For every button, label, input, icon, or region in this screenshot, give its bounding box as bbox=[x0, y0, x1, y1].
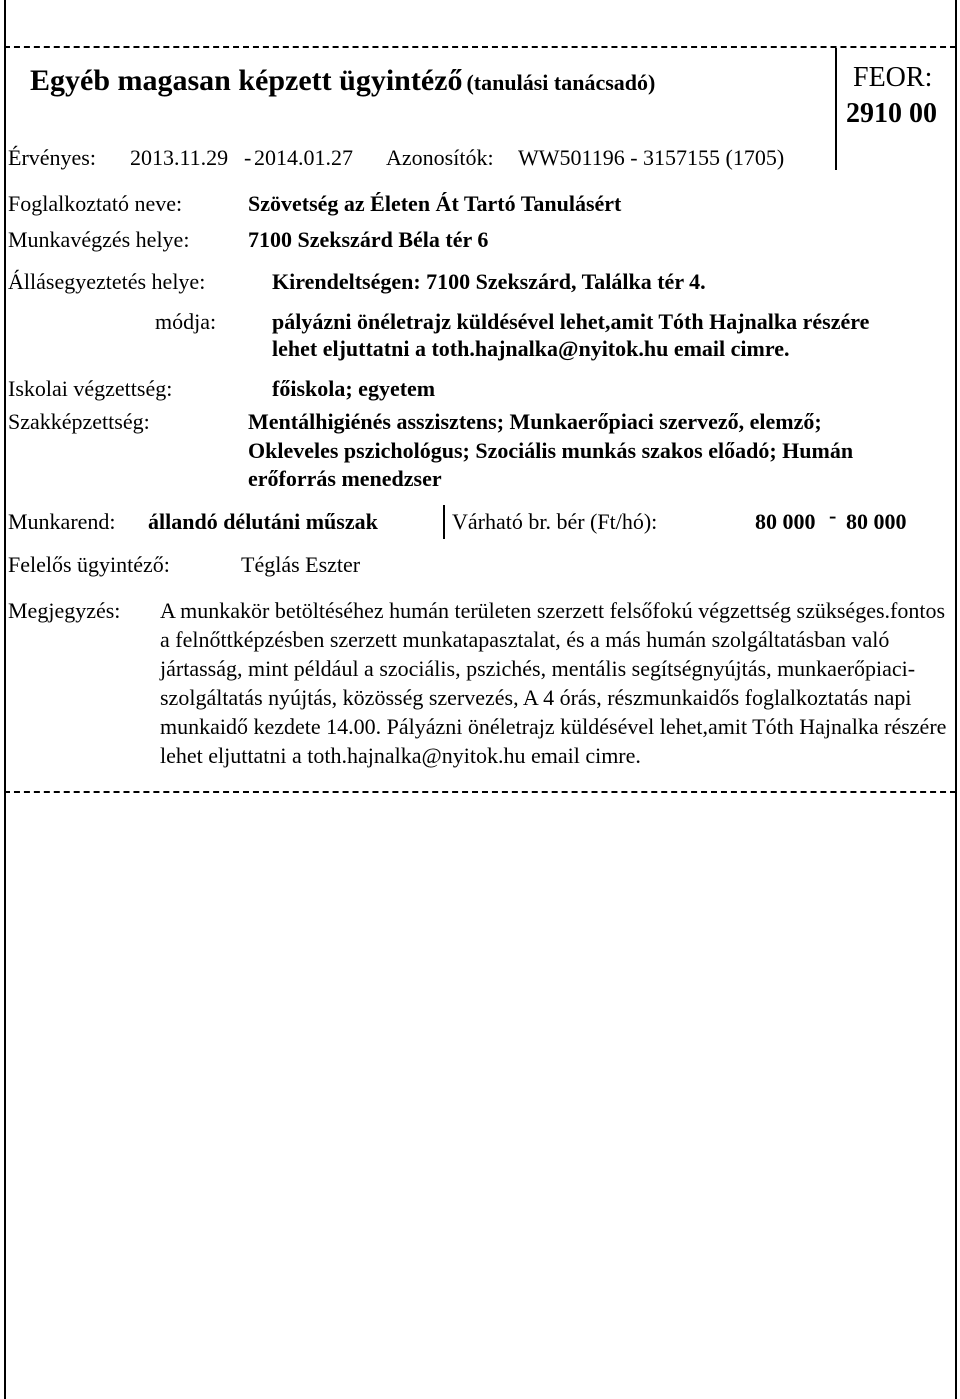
notes-label: Megjegyzés: bbox=[8, 598, 121, 623]
frame-left-border bbox=[4, 0, 6, 1399]
valid-label: Érvényes: bbox=[8, 145, 96, 170]
qualification-line1: Mentálhigiénés asszisztens; Munkaerőpiaci szervező, elemző; bbox=[248, 409, 822, 434]
bottom-dashed-divider bbox=[4, 791, 956, 793]
valid-to: 2014.01.27 bbox=[254, 145, 353, 170]
officer-value: Téglás Eszter bbox=[241, 552, 361, 577]
matching-place-value: Kirendeltségen: 7100 Szekszárd, Találka tér 4. bbox=[272, 269, 706, 294]
school-value: főiskola; egyetem bbox=[272, 376, 436, 401]
qualification-line3: erőforrás menedzser bbox=[248, 466, 442, 491]
valid-from: 2013.11.29 bbox=[130, 145, 229, 170]
salary-min: 80 000 bbox=[755, 509, 816, 534]
employer-name-value: Szövetség az Életen Át Tartó Tanulásért bbox=[248, 191, 622, 216]
feor-label: FEOR: bbox=[853, 62, 933, 93]
officer-label: Felelős ügyintéző: bbox=[8, 552, 170, 577]
id-value: WW501196 - 3157155 (1705) bbox=[518, 145, 785, 170]
matching-method-line2: lehet eljuttatni a toth.hajnalka@nyitok.hu email cimre. bbox=[272, 336, 790, 361]
qualification-label: Szakképzettség: bbox=[8, 409, 150, 434]
salary-divider bbox=[443, 505, 445, 539]
salary-max: 80 000 bbox=[846, 509, 907, 534]
frame-right-border bbox=[955, 0, 957, 1399]
top-dashed-divider bbox=[4, 46, 956, 48]
employer-name-label: Foglalkoztató neve: bbox=[8, 191, 183, 216]
schedule-value: állandó délutáni műszak bbox=[148, 509, 378, 534]
matching-method-line1: pályázni önéletrajz küldésével lehet,amit Tóth Hajnalka részére bbox=[272, 309, 870, 334]
workplace-label: Munkavégzés helye: bbox=[8, 227, 190, 252]
schedule-label: Munkarend: bbox=[8, 509, 116, 534]
notes-text: A munkakör betöltéséhez humán területen szerzett felsőfokú végzettség szükséges.fontos a felnőttképzésben szerzett munkatapasztalat, és a más humán szolgáltatásban való jártasság, mint például a szociális, pszichés, mentális segítségnyújtás, munkaerőpiaci-szolgáltatás nyújtás, közösség szervezés, A 4 órás, részmunkaidős foglalkoztatás napi munkaidő kezdete 14.00. Pályázni önéletrajz küldésével lehet,amit Tóth Hajnalka részére lehet eljuttatni a toth.hajnalka@nyitok.hu email cimre. bbox=[160, 598, 947, 768]
matching-method-label: módja: bbox=[155, 309, 217, 334]
job-title-line bbox=[30, 64, 655, 98]
feor-divider bbox=[835, 48, 837, 170]
salary-label: Várható br. bér (Ft/hó): bbox=[452, 509, 658, 534]
matching-place-label: Állásegyeztetés helye: bbox=[8, 269, 206, 294]
school-label: Iskolai végzettség: bbox=[8, 376, 173, 401]
salary-separator: - bbox=[829, 503, 837, 528]
id-label: Azonosítók: bbox=[386, 145, 494, 170]
workplace-value: 7100 Szekszárd Béla tér 6 bbox=[248, 227, 489, 252]
job-title: Egyéb magasan képzett ügyintéző bbox=[30, 64, 463, 97]
feor-code: 2910 00 bbox=[846, 98, 937, 129]
valid-separator: - bbox=[244, 145, 252, 170]
job-title-suffix: (tanulási tanácsadó) bbox=[466, 70, 656, 95]
qualification-line2: Okleveles pszichológus; Szociális munkás szakos előadó; Humán bbox=[248, 438, 854, 463]
